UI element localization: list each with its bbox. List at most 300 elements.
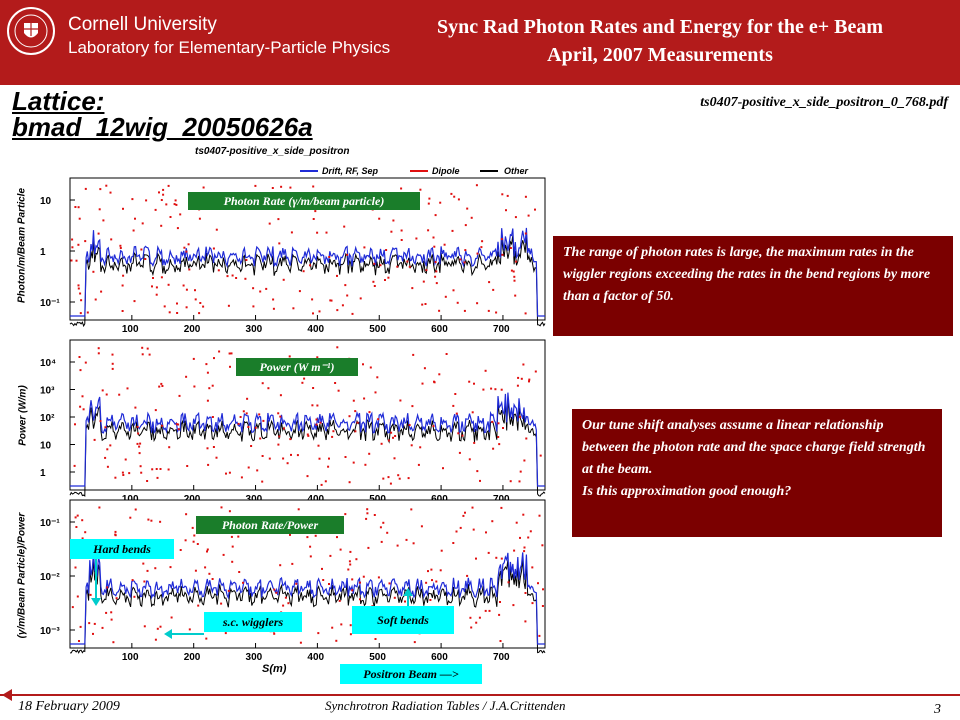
series-dipole-point: [387, 277, 389, 279]
series-dipole-point: [99, 208, 101, 210]
series-dipole-point: [272, 187, 274, 189]
series-dipole-point: [231, 352, 233, 354]
series-dipole-point: [259, 291, 261, 293]
series-dipole-point: [456, 413, 458, 415]
series-dipole-point: [316, 419, 318, 421]
series-dipole-point: [297, 454, 299, 456]
series-dipole-point: [244, 278, 246, 280]
series-dipole-point: [384, 279, 386, 281]
series-dipole-point: [122, 310, 124, 312]
series-dipole-point: [152, 277, 154, 279]
series-dipole-point: [522, 514, 524, 516]
series-dipole-point: [519, 416, 521, 418]
series-dipole-point: [178, 428, 180, 430]
y-tick-label: 1: [40, 247, 46, 258]
series-dipole-point: [344, 513, 346, 515]
series-dipole-point: [442, 467, 444, 469]
series-dipole-point: [419, 446, 421, 448]
series-dipole-point: [255, 427, 257, 429]
series-dipole-point: [397, 545, 399, 547]
series-dipole-point: [468, 381, 470, 383]
series-dipole-point: [390, 432, 392, 434]
series-dipole-point: [168, 446, 170, 448]
series-dipole-point: [147, 348, 149, 350]
series-dipole-point: [336, 275, 338, 277]
x-tick-label: 600: [431, 324, 448, 335]
series-dipole-point: [480, 246, 482, 248]
series-dipole-point: [315, 535, 317, 537]
series-dipole-point: [541, 544, 543, 546]
series-dipole-point: [176, 303, 178, 305]
series-dipole-point: [501, 238, 503, 240]
series-dipole-point: [145, 199, 147, 201]
y-tick-label: 10⁻³: [40, 626, 60, 637]
series-dipole-point: [280, 186, 282, 188]
series-dipole-point: [75, 567, 77, 569]
y-tick-label: 1: [40, 468, 46, 479]
series-dipole-point: [498, 443, 500, 445]
series-dipole-point: [385, 249, 387, 251]
series-dipole-point: [475, 558, 477, 560]
series-dipole-point: [519, 480, 521, 482]
series-dipole-point: [515, 216, 517, 218]
series-dipole-point: [523, 460, 525, 462]
series-dipole-point: [389, 582, 391, 584]
series-dipole-point: [198, 312, 200, 314]
series-dipole-point: [77, 515, 79, 517]
series-dipole-point: [530, 530, 532, 532]
series-dipole-point: [228, 590, 230, 592]
series-dipole-point: [363, 246, 365, 248]
series-dipole-point: [212, 416, 214, 418]
series-dipole-point: [160, 225, 162, 227]
footer-credit: Synchrotron Radiation Tables / J.A.Crittenden: [325, 698, 566, 713]
series-dipole-point: [72, 606, 74, 608]
series-dipole-point: [466, 208, 468, 210]
series-dipole-point: [112, 363, 114, 365]
series-dipole-point: [225, 632, 227, 634]
series-dipole-point: [87, 312, 89, 314]
x-tick-label: 100: [121, 652, 139, 663]
series-dipole-point: [475, 622, 477, 624]
series-dipole-point: [481, 240, 483, 242]
series-dipole-point: [231, 536, 233, 538]
series-dipole-point: [203, 187, 205, 189]
series-dipole-point: [464, 310, 466, 312]
series-dipole-point: [280, 394, 282, 396]
series-dipole-point: [510, 480, 512, 482]
series-dipole-point: [82, 395, 84, 397]
series-dipole-point: [354, 430, 356, 432]
series-dipole-point: [74, 465, 76, 467]
series-dipole-point: [313, 218, 315, 220]
series-dipole-point: [180, 549, 182, 551]
series-dipole-point: [497, 436, 499, 438]
series-dipole-point: [134, 218, 136, 220]
note-tune-shift-text: Our tune shift analyses assume a linear relationship between the photon rate and the space charge field strength at the beam.: [582, 418, 926, 477]
series-dipole-point: [218, 269, 220, 271]
series-dipole-point: [133, 230, 135, 232]
series-dipole-point: [161, 425, 163, 427]
series-dipole-point: [336, 309, 338, 311]
series-dipole-point: [444, 244, 446, 246]
y-label-panel3: (γ/m/Beam Particle)/Power: [16, 512, 28, 639]
series-dipole-point: [374, 514, 376, 516]
series-dipole-point: [400, 188, 402, 190]
series-dipole-point: [207, 464, 209, 466]
series-dipole-point: [140, 465, 142, 467]
series-dipole-point: [292, 307, 294, 309]
series-dipole-point: [469, 617, 471, 619]
series-dipole-point: [115, 531, 117, 533]
series-dipole-point: [353, 400, 355, 402]
series-dipole-point: [404, 601, 406, 603]
lattice-name: bmad_12wig_20050626a: [12, 112, 313, 142]
series-dipole-point: [372, 281, 374, 283]
y-label-panel1: Photon/m/Beam Particle: [16, 187, 28, 304]
series-dipole-point: [454, 393, 456, 395]
series-dipole-point: [336, 536, 338, 538]
series-dipole-point: [142, 353, 144, 355]
series-dipole-point: [542, 605, 544, 607]
series-dipole-point: [476, 184, 478, 186]
series-dipole-point: [100, 291, 102, 293]
series-dipole-point: [473, 529, 475, 531]
series-dipole-point: [157, 628, 159, 630]
series-dipole-point: [71, 239, 73, 241]
series-dipole-point: [80, 312, 82, 314]
series-dipole-point: [223, 554, 225, 556]
series-dipole-point: [399, 478, 401, 480]
series-dipole-point: [528, 380, 530, 382]
series-dipole-point: [261, 481, 263, 483]
series-dipole-point: [282, 458, 284, 460]
back-arrow-icon[interactable]: [0, 0, 20, 720]
series-dipole-point: [501, 389, 503, 391]
series-dipole-point: [425, 582, 427, 584]
series-dipole-point: [98, 347, 100, 349]
series-dipole-point: [479, 480, 481, 482]
series-dipole-point: [168, 469, 170, 471]
series-dipole-point: [472, 411, 474, 413]
series-dipole-point: [207, 447, 209, 449]
series-dipole-point: [307, 475, 309, 477]
series-dipole-point: [155, 639, 157, 641]
series-dipole-point: [242, 582, 244, 584]
series-dipole-point: [185, 251, 187, 253]
series-dipole-point: [346, 254, 348, 256]
series-dipole-point: [392, 437, 394, 439]
series-dipole-point: [410, 508, 412, 510]
series-dipole-point: [106, 586, 108, 588]
series-dipole-point: [177, 227, 179, 229]
series-dipole-point: [139, 452, 141, 454]
series-dipole-point: [254, 185, 256, 187]
series-dipole-point: [510, 247, 512, 249]
series-dipole-point: [363, 576, 365, 578]
series-dipole-point: [508, 581, 510, 583]
series-dipole-point: [179, 213, 181, 215]
series-dipole-point: [525, 592, 527, 594]
series-dipole-point: [76, 260, 78, 262]
series-dipole-point: [216, 229, 218, 231]
series-dipole-point: [466, 575, 468, 577]
series-dipole-point: [464, 249, 466, 251]
series-dipole-point: [205, 363, 207, 365]
series-dipole-point: [262, 420, 264, 422]
series-dipole-point: [199, 218, 201, 220]
page-number: 3: [934, 702, 941, 717]
series-dipole-point: [188, 269, 190, 271]
series-dipole-point: [160, 468, 162, 470]
series-dipole-point: [289, 534, 291, 536]
series-dipole-point: [472, 507, 474, 509]
power-label: Power (W m⁻¹): [236, 358, 358, 376]
series-dipole-point: [278, 436, 280, 438]
series-dipole-point: [515, 261, 517, 263]
series-dipole-point: [246, 398, 248, 400]
series-dipole-point: [112, 354, 114, 356]
series-dipole-point: [499, 601, 501, 603]
series-dipole-point: [344, 284, 346, 286]
series-dipole-point: [287, 602, 289, 604]
series-dipole-point: [521, 378, 523, 380]
series-dipole-point: [78, 288, 80, 290]
series-dipole-point: [439, 202, 441, 204]
series-dipole-point: [459, 258, 461, 260]
series-dipole-point: [377, 418, 379, 420]
series-dipole-point: [112, 368, 114, 370]
y-tick-label: 10: [40, 440, 52, 452]
series-dipole-point: [114, 477, 116, 479]
series-dipole-point: [428, 198, 430, 200]
series-dipole-point: [397, 474, 399, 476]
series-dipole-point: [115, 534, 117, 536]
series-dipole-point: [525, 196, 527, 198]
series-dipole-point: [159, 521, 161, 523]
series-dipole-point: [291, 231, 293, 233]
series-dipole-point: [195, 298, 197, 300]
series-dipole-point: [150, 520, 152, 522]
series-dipole-point: [273, 589, 275, 591]
series-dipole-point: [366, 512, 368, 514]
series-dipole-point: [349, 560, 351, 562]
series-dipole-point: [331, 436, 333, 438]
positron-beam-label: Positron Beam —>: [340, 664, 482, 684]
series-dipole-point: [459, 452, 461, 454]
series-dipole-point: [491, 520, 493, 522]
series-dipole-point: [332, 430, 334, 432]
series-dipole-point: [157, 477, 159, 479]
series-dipole-point: [386, 532, 388, 534]
legend-dipole: Dipole: [432, 166, 460, 176]
series-dipole-point: [229, 510, 231, 512]
hard-bends-label: Hard bends: [70, 539, 174, 559]
series-dipole-point: [476, 302, 478, 304]
series-dipole-point: [378, 218, 380, 220]
series-dipole-point: [319, 458, 321, 460]
x-tick-label: 500: [369, 652, 386, 663]
series-dipole-point: [235, 277, 237, 279]
series-dipole-point: [531, 566, 533, 568]
series-dipole-point: [488, 281, 490, 283]
series-dipole-point: [228, 305, 230, 307]
series-dipole-point: [432, 425, 434, 427]
y-tick-label: 10: [40, 196, 52, 207]
series-dipole-point: [369, 411, 371, 413]
series-dipole-point: [476, 470, 478, 472]
series-dipole-point: [380, 526, 382, 528]
series-dipole-point: [415, 238, 417, 240]
series-dipole-point: [527, 537, 529, 539]
series-dipole-point: [520, 471, 522, 473]
series-dipole-point: [349, 415, 351, 417]
series-dipole-point: [199, 302, 201, 304]
series-dipole-point: [446, 353, 448, 355]
series-dipole-point: [423, 281, 425, 283]
series-dipole-point: [80, 626, 82, 628]
series-dipole-point: [128, 472, 130, 474]
series-dipole-point: [170, 566, 172, 568]
series-dipole-point: [160, 383, 162, 385]
series-dipole-point: [418, 464, 420, 466]
series-dipole-point: [208, 573, 210, 575]
series-dipole-point: [155, 409, 157, 411]
note-tune-shift-question: Is this approximation good enough?: [582, 484, 792, 499]
series-dipole-point: [433, 381, 435, 383]
y-label-panel2: Power (W/m): [17, 385, 29, 446]
series-dipole-point: [364, 464, 366, 466]
series-dipole-point: [71, 246, 73, 248]
series-dipole-point: [140, 472, 142, 474]
legend-drift: Drift, RF, Sep: [322, 166, 379, 176]
series-dipole-point: [105, 612, 107, 614]
series-dipole-point: [345, 456, 347, 458]
series-dipole-point: [409, 266, 411, 268]
series-dipole-point: [390, 483, 392, 485]
series-dipole-point: [349, 564, 351, 566]
series-dipole-point: [375, 638, 377, 640]
series-dipole-point: [193, 386, 195, 388]
series-dipole-point: [490, 388, 492, 390]
series-dipole-point: [441, 550, 443, 552]
series-dipole-point: [116, 597, 118, 599]
series-dipole-point: [351, 589, 353, 591]
footer-date: 18 February 2009: [18, 699, 120, 714]
note-photon-range: The range of photon rates is large, the maximum rates in the wiggler regions exceeding the rates in the bend regions by more than a factor of 50.: [553, 236, 953, 336]
series-dipole-point: [501, 193, 503, 195]
slide-title-line1: Sync Rad Photon Rates and Energy for the e+ Beam: [436, 16, 884, 38]
series-dipole-point: [338, 390, 340, 392]
series-dipole-point: [514, 295, 516, 297]
series-dipole-point: [349, 551, 351, 553]
series-dipole-point: [102, 627, 104, 629]
series-dipole-point: [427, 229, 429, 231]
series-dipole-point: [141, 347, 143, 349]
series-dipole-point: [85, 188, 87, 190]
series-dipole-point: [81, 519, 83, 521]
series-dipole-point: [362, 363, 364, 365]
series-dipole-point: [171, 617, 173, 619]
series-dipole-point: [399, 400, 401, 402]
series-dipole-point: [507, 195, 509, 197]
series-dipole-point: [170, 216, 172, 218]
series-dipole-point: [156, 286, 158, 288]
series-dipole-point: [229, 353, 231, 355]
series-dipole-point: [479, 617, 481, 619]
series-dipole-point: [158, 386, 160, 388]
series-dipole-point: [489, 610, 491, 612]
series-dipole-point: [213, 357, 215, 359]
series-dipole-point: [421, 304, 423, 306]
sc-wigglers-label: s.c. wigglers: [204, 612, 302, 632]
series-dipole-point: [411, 405, 413, 407]
series-dipole-point: [168, 185, 170, 187]
series-dipole-point: [409, 424, 411, 426]
series-dipole-point: [396, 266, 398, 268]
series-dipole-point: [505, 209, 507, 211]
series-dipole-point: [433, 237, 435, 239]
x-tick-label: 100: [121, 324, 139, 335]
x-tick-label: 600: [431, 652, 448, 663]
series-dipole-point: [312, 387, 314, 389]
series-dipole-point: [139, 443, 141, 445]
x-tick-label: 700: [492, 324, 510, 335]
series-dipole-point: [462, 435, 464, 437]
series-dipole-point: [151, 468, 153, 470]
series-dipole-point: [207, 549, 209, 551]
series-dipole-point: [282, 605, 284, 607]
series-dipole-point: [229, 472, 231, 474]
series-dipole-point: [122, 285, 124, 287]
series-dipole-point: [250, 445, 252, 447]
series-dipole-point: [132, 579, 134, 581]
series-dipole-point: [207, 400, 209, 402]
series-dipole-point: [208, 387, 210, 389]
series-dipole-point: [329, 299, 331, 301]
series-dipole-point: [374, 285, 376, 287]
series-dipole-point: [79, 293, 81, 295]
legend: [300, 166, 529, 176]
series-dipole-point: [256, 469, 258, 471]
series-dipole-point: [154, 567, 156, 569]
series-dipole-point: [79, 356, 81, 358]
series-dipole-point: [438, 373, 440, 375]
series-dipole-point: [328, 256, 330, 258]
series-dipole-point: [492, 289, 494, 291]
series-dipole-point: [78, 640, 80, 642]
x-tick-label: 700: [492, 652, 510, 663]
series-dipole-point: [185, 539, 187, 541]
series-dipole-point: [227, 275, 229, 277]
series-dipole-point: [320, 422, 322, 424]
x-axis-label: S(m): [262, 663, 287, 675]
series-dipole-point: [231, 561, 233, 563]
series-dipole-point: [137, 443, 139, 445]
series-dipole-point: [179, 395, 181, 397]
series-dipole-point: [143, 581, 145, 583]
series-dipole-point: [232, 546, 234, 548]
series-dipole-point: [436, 282, 438, 284]
legend-other: Other: [504, 166, 529, 176]
series-dipole-point: [161, 385, 163, 387]
slide-title-line2: April, 2007 Measurements: [547, 44, 773, 66]
series-dipole-point: [382, 522, 384, 524]
series-dipole-point: [220, 603, 222, 605]
series-dipole-point: [306, 536, 308, 538]
series-dipole-point: [453, 289, 455, 291]
series-dipole-point: [84, 240, 86, 242]
